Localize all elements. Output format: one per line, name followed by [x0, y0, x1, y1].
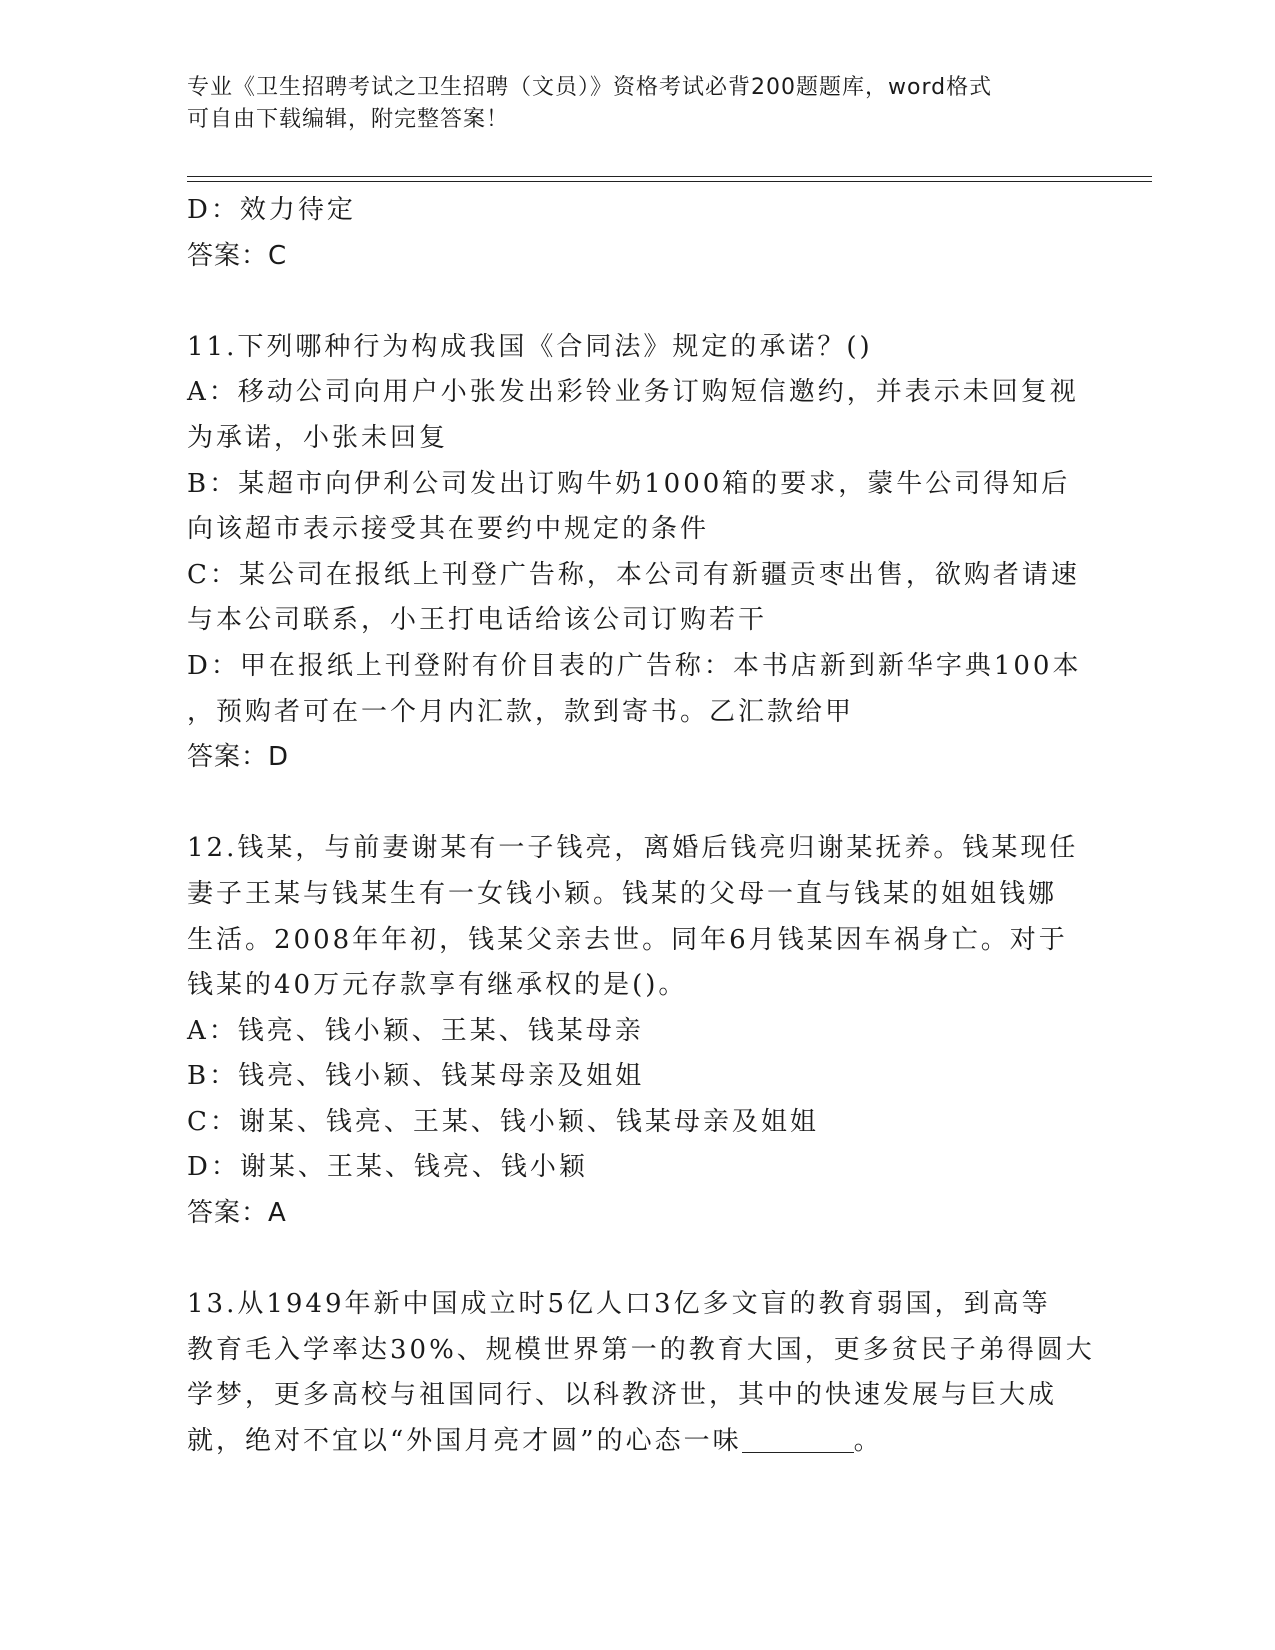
q12-option-d: D：谢某、王某、钱亮、钱小颖 — [187, 1152, 588, 1183]
q11-option-c-line-2: 与本公司联系，小王打电话给该公司订购若干 — [187, 605, 768, 636]
header-line-2: 可自由下载编辑，附完整答案！ — [187, 107, 510, 132]
q11-option-d-line-1: D：甲在报纸上刊登附有价目表的广告称：本书店新到新华字典100本 — [187, 650, 1082, 681]
q12-stem-line-1: 12.钱某，与前妻谢某有一子钱亮，离婚后钱亮归谢某抚养。钱某现任 — [187, 833, 1079, 864]
q10-answer: 答案：C — [187, 240, 288, 271]
q11-option-c-line-1: C：某公司在报纸上刊登广告称，本公司有新疆贡枣出售，欲购者请速 — [187, 559, 1080, 590]
q13-stem-line-2: 教育毛入学率达30%、规模世界第一的教育大国，更多贫民子弟得圆大 — [187, 1334, 1095, 1365]
q11-stem: 11.下列哪种行为构成我国《合同法》规定的承诺？() — [187, 331, 873, 362]
q13-stem-line-3: 学梦，更多高校与祖国同行、以科教济世，其中的快速发展与巨大成 — [187, 1380, 1058, 1411]
q11-option-b-line-1: B：某超市向伊利公司发出订购牛奶1000箱的要求，蒙牛公司得知后 — [187, 468, 1071, 499]
q11-option-a-line-1: A：移动公司向用户小张发出彩铃业务订购短信邀约，并表示未回复视 — [187, 377, 1079, 408]
document-header — [187, 72, 1087, 136]
question-content — [187, 188, 1095, 1465]
q13-stem-line-1: 13.从1949年新中国成立时5亿人口3亿多文盲的教育弱国，到高等 — [187, 1289, 1051, 1320]
q12-stem-line-3: 生活。2008年年初，钱某父亲去世。同年6月钱某因车祸身亡。对于 — [187, 924, 1068, 955]
q11-option-a-line-2: 为承诺，小张未回复 — [187, 422, 449, 453]
q13-stem-line-4-prefix: 就，绝对不宜以“外国月亮才圆”的心态一味 — [187, 1426, 742, 1457]
q12-option-c: C：谢某、钱亮、王某、钱小颖、钱某母亲及姐姐 — [187, 1106, 819, 1137]
q12-stem-line-4: 钱某的40万元存款享有继承权的是()。 — [187, 970, 688, 1001]
header-divider-bottom — [187, 181, 1152, 182]
q11-answer: 答案：D — [187, 742, 290, 773]
q12-option-b: B：钱亮、钱小颖、钱某母亲及姐姐 — [187, 1061, 645, 1092]
q11-option-b-line-2: 向该超市表示接受其在要约中规定的条件 — [187, 514, 710, 545]
spacer — [187, 1237, 1087, 1283]
q12-answer: 答案：A — [187, 1198, 287, 1229]
q13-stem-line-4-suffix: 。 — [853, 1426, 883, 1457]
q10-option-d: D：效力待定 — [187, 195, 356, 225]
header-line-1: 专业《卫生招聘考试之卫生招聘（文员）》资格考试必背200题题库，word格式 — [187, 75, 993, 100]
q12-stem-line-2: 妻子王某与钱某生有一女钱小颖。钱某的父母一直与钱某的姐姐钱娜 — [187, 878, 1058, 909]
spacer — [187, 781, 1087, 827]
spacer — [187, 279, 1087, 325]
q11-option-d-line-2: ，预购者可在一个月内汇款，款到寄书。乙汇款给甲 — [187, 696, 855, 727]
header-divider-top — [187, 176, 1152, 177]
q13-stem-line-4 — [187, 1419, 1087, 1465]
q12-option-a: A：钱亮、钱小颖、王某、钱某母亲 — [187, 1015, 644, 1046]
fill-in-blank — [742, 1426, 854, 1453]
